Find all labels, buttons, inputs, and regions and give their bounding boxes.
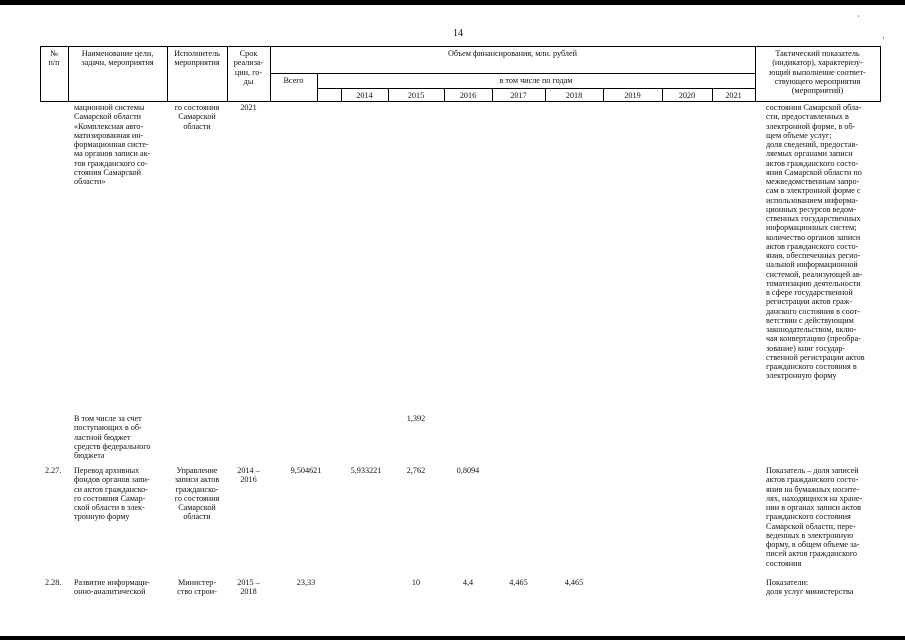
row-term: 2014 – 2016: [237, 466, 260, 485]
top-border: [0, 0, 905, 5]
bottom-border: [0, 636, 905, 640]
row-name-text: мационной системы Самарской области «Комплексная авто- матизированная ин- формационная систе- ма органов записи ак- тов гражданского со- стояния Самарской области»: [74, 103, 151, 186]
header-term: Срок реализа- ции, го- ды: [233, 49, 264, 86]
row-name-text: Развитие информаци- онно-аналитической: [74, 578, 150, 597]
row-indicator: Показатель – доля записей актов гражданского состо- яния на бумажных носите- лях, находящихся на хране- нии в органах записи актов гражданского состояния Самарской области, пере- веденных в электронную форму, в общем объеме за- писей актов гражданского состояния: [766, 466, 863, 568]
row-executor: го состояния Самарской области: [174, 103, 220, 131]
row-name-text: Перевод архивных фондов органов запи- си актов гражданско- го состояния Самар- ской области в элек- тронную форму: [74, 466, 150, 522]
row-executor: Управление записи актов гражданско- го состояния Самарской области: [174, 466, 220, 522]
header-year: 2020: [678, 91, 696, 100]
header-year: 2015: [407, 91, 425, 100]
scan-mark: ·: [882, 33, 885, 43]
row-term: 2021: [240, 103, 257, 112]
header-total: Всего: [283, 76, 304, 85]
header-year: 2014: [356, 91, 373, 100]
row-value-2015: 2,762: [406, 466, 426, 475]
row-value-total: 9,504621: [290, 466, 322, 475]
scan-mark: ˙: [857, 14, 860, 24]
row-value-2017: 4,465: [509, 578, 528, 587]
header-year: 2016: [459, 91, 477, 100]
header-num: № п/п: [48, 49, 60, 68]
row-value-total: 23,33: [296, 578, 316, 587]
header-by-years: в том числе по годам: [499, 76, 573, 85]
row-indicator: Показатели: доля услуг министерства: [766, 578, 854, 597]
header-financing: Объем финансирования, млн. рублей: [447, 49, 578, 58]
header-indicator: Тактический показатель (индикатор), характеризу- ющий выполнение соответ- ствующего мероприятия (мероприятий): [769, 49, 866, 95]
header-name: Наименование цели, задачи, мероприятия: [81, 49, 154, 68]
row-name-text: В том числе за счет поступающих в об- ластной бюджет средств федерального бюджета: [74, 414, 151, 460]
row-value-2016: 0,8094: [456, 466, 480, 475]
header-year: 2018: [565, 91, 583, 100]
header-year: 2019: [624, 91, 641, 100]
page-number: 14: [453, 28, 463, 39]
header-year: 2021: [725, 91, 742, 100]
row-term: 2015 – 2018: [237, 578, 260, 597]
row-value-2016: 4,4: [462, 578, 474, 587]
row-value-2015: 10: [411, 578, 421, 587]
row-value-2014: 5,933221: [350, 466, 382, 475]
row-indicator: состояния Самарской обла- сти, предоставленных в электронной форме, в об- щем объеме услуг; доля сведений, предостав- ляемых органами записи актов гражданского состо- яния Самарской области по межведомственным запро- сам в электронной форме с использованием информа- ционных ресурсов ведом- ственных государственных информационных систем; количество органов записи актов гражданского состо- яния, обеспеченных регио- нальной информационной системой, реализующей ав- томатизацию деятельности в сфере государственной регистрации актов граж- данского состояния в соот- ветствии с действующим законодательством, вклю- чая конвертацию (преобра- зование) книг государ- ственной регистрации актов гражданского состояния в электронную форму: [766, 103, 865, 381]
header-executor: Исполнитель мероприятия: [174, 49, 220, 68]
row-value-2015: 1,392: [406, 414, 426, 423]
row-value-2018: 4,465: [564, 578, 584, 587]
header-year: 2017: [510, 91, 527, 100]
row-number: 2.28.: [45, 578, 62, 587]
row-executor: Министер- ство строи-: [177, 578, 217, 597]
row-number: 2.27.: [45, 466, 62, 475]
